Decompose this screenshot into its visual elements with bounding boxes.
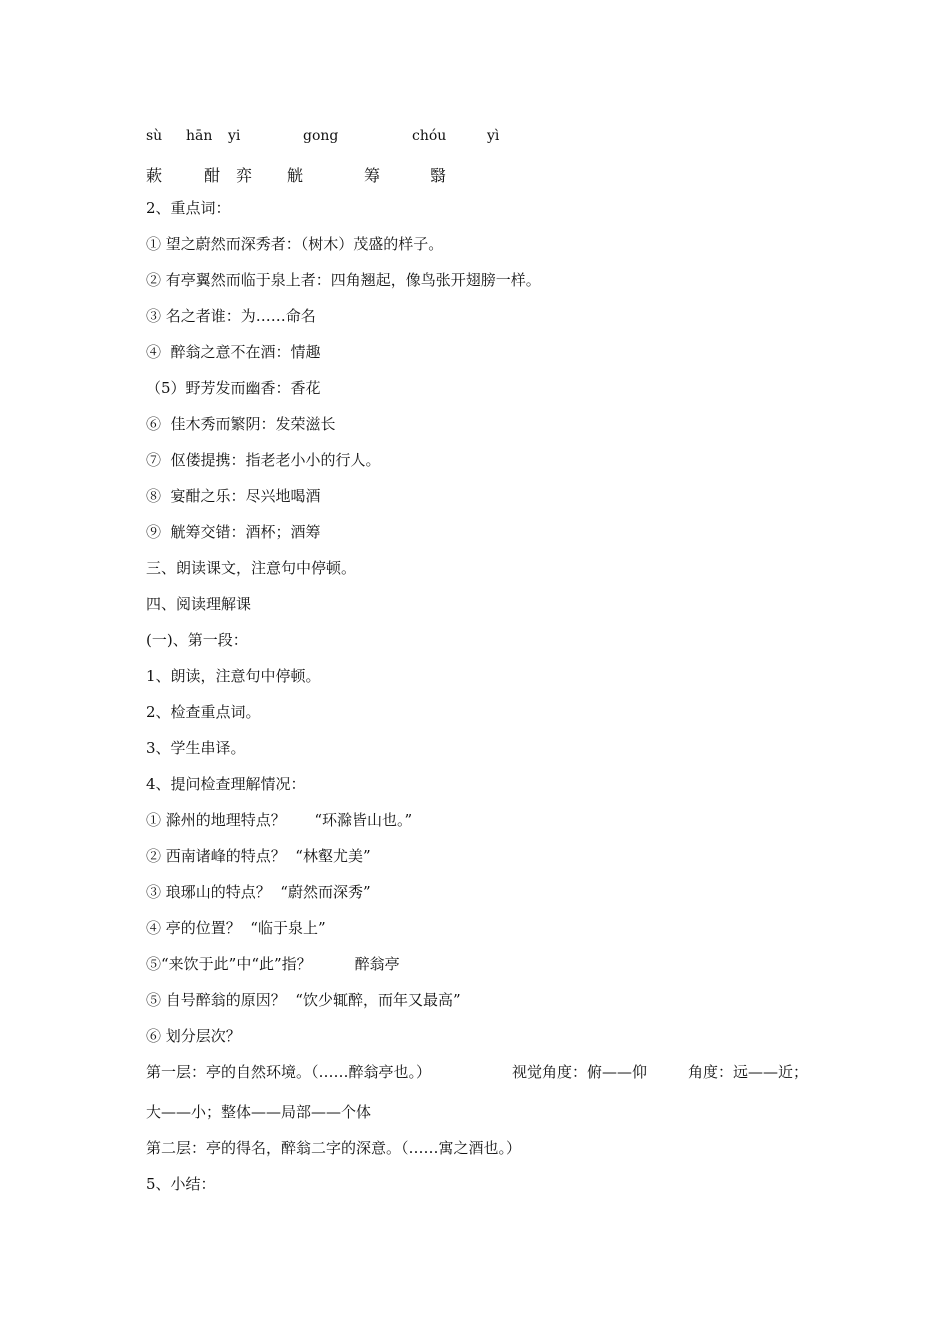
text-line: 1、朗读，注意句中停顿。	[146, 667, 321, 685]
text-line: ⑧ 宴酣之乐：尽兴地喝酒	[146, 487, 321, 505]
text-line: ① 望之蔚然而深秀者：（树木）茂盛的样子。	[146, 235, 444, 253]
layer1-visual-angle: 视觉角度：俯——仰	[512, 1063, 648, 1081]
text-line: ④ 醉翁之意不在酒：情趣	[146, 343, 321, 361]
text-line: （5）野芳发而幽香：香花	[146, 379, 321, 397]
pinyin-5: chóu	[412, 128, 447, 144]
question-line: ① 滁州的地理特点？ “环滁皆山也。”	[146, 811, 413, 829]
question-line: ⑤ 自号醉翁的原因？ “饮少辄醉，而年又最高”	[146, 991, 461, 1009]
question-line: ④ 亭的位置？ “临于泉上”	[146, 919, 326, 937]
question-line: ② 西南诸峰的特点？ “林壑尤美”	[146, 847, 371, 865]
pinyin-1: sù	[146, 128, 163, 144]
question-line: ⑥ 划分层次？	[146, 1027, 241, 1045]
text-line: ⑦ 伛偻提携：指老老小小的行人。	[146, 451, 381, 469]
layer2-text: 第二层：亭的得名，醉翁二字的深意。（……寓之酒也。）	[146, 1139, 522, 1157]
pinyin-6: yì	[487, 128, 500, 144]
question-line: ⑤“来饮于此”中“此”指？ 醉翁亭	[146, 955, 400, 973]
text-line: ③ 名之者谁：为……命名	[146, 307, 316, 325]
pinyin-4: gong	[303, 128, 339, 144]
text-line: 3、学生串译。	[146, 739, 246, 757]
char-5: 筹	[364, 166, 381, 185]
text-line: 2、检查重点词。	[146, 703, 261, 721]
subsection-heading: (一)、第一段：	[146, 631, 248, 649]
text-line: ② 有亭翼然而临于泉上者：四角翘起，像鸟张开翅膀一样。	[146, 271, 541, 289]
text-line: 2、重点词：	[146, 199, 231, 217]
section-heading: 四、阅读理解课	[146, 595, 252, 613]
char-4: 觥	[287, 166, 304, 185]
char-6: 翳	[430, 166, 447, 185]
section-heading: 三、朗读课文，注意句中停顿。	[146, 559, 357, 577]
text-line: ⑨ 觥筹交错：酒杯；酒筹	[146, 523, 321, 541]
pinyin-row	[0, 128, 950, 150]
layer1-text: 第一层：亭的自然环境。（……醉翁亭也。）	[146, 1063, 432, 1081]
text-line: 4、提问检查理解情况：	[146, 775, 306, 793]
summary-heading: 5、小结：	[146, 1175, 216, 1193]
pinyin-3: yi	[228, 128, 241, 144]
character-row	[0, 163, 950, 185]
layer1-continuation: 大——小；整体——局部——个体	[146, 1103, 372, 1121]
char-2: 酣	[204, 166, 221, 185]
text-line: ⑥ 佳木秀而繁阴：发荣滋长	[146, 415, 336, 433]
layer1-angle: 角度：远——近；	[688, 1063, 809, 1081]
char-3: 弈	[236, 166, 253, 185]
question-line: ③ 琅琊山的特点？ “蔚然而深秀”	[146, 883, 371, 901]
char-1: 蔌	[146, 166, 163, 185]
pinyin-2: hān	[186, 128, 213, 144]
